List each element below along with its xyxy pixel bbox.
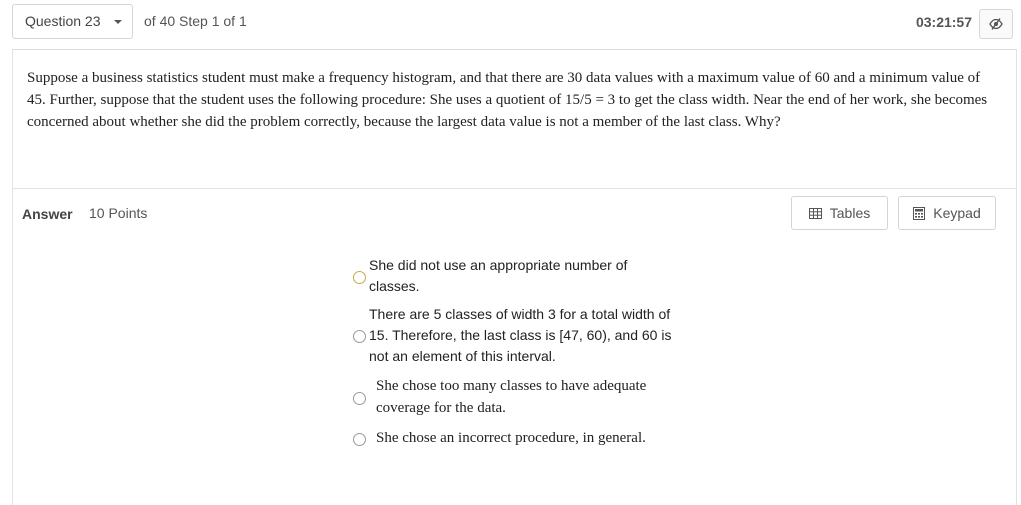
- chevron-down-icon: [114, 20, 122, 24]
- option-1-line-2: classes.: [369, 278, 420, 294]
- option-3-line-1: She chose too many classes to have adequate: [376, 378, 647, 394]
- calculator-icon: [913, 207, 925, 220]
- points-label: 10 Points: [89, 205, 148, 221]
- table-grid-icon: [809, 208, 822, 219]
- question-header: [12, 0, 1017, 50]
- eye-slash-icon: [989, 18, 1003, 30]
- option-2-line-2: 15. Therefore, the last class is [47, 60), and 60 is: [369, 327, 672, 343]
- question-text: Suppose a business statistics student must make a frequency histogram, and that there are 30 data values with a maximum value of 60 and a minimum value of 45. Further, suppose that the student uses the following procedure: She uses a quotient of 15/5 = 3 to get the class width. Near the end of her work, she becomes concerned about whether she did the problem correctly, because the largest data value is not a member of the last class. Why?: [27, 70, 988, 130]
- option-1-radio[interactable]: [353, 271, 366, 284]
- answer-option-2[interactable]: [350, 304, 695, 368]
- answer-label: Answer: [22, 206, 73, 222]
- option-4-radio[interactable]: [353, 433, 366, 446]
- timer: 03:21:57: [915, 14, 972, 30]
- question-select[interactable]: [12, 4, 133, 39]
- tables-button[interactable]: [791, 196, 888, 230]
- answer-option-1[interactable]: [350, 255, 690, 297]
- option-2-line-1: There are 5 classes of width 3 for a total width of: [369, 306, 671, 322]
- keypad-button-label: Keypad: [933, 205, 981, 221]
- hide-timer-button[interactable]: [979, 9, 1013, 39]
- option-3-line-2: coverage for the data.: [376, 400, 506, 416]
- option-1-line-1: She did not use an appropriate number of: [369, 257, 628, 273]
- option-2-radio[interactable]: [353, 330, 366, 343]
- section-divider: [12, 188, 1017, 189]
- keypad-button[interactable]: [898, 196, 996, 230]
- answer-option-4[interactable]: [350, 427, 680, 451]
- question-select-label: Question 23: [25, 13, 101, 29]
- answer-option-3[interactable]: [350, 375, 680, 419]
- option-4-line-1: She chose an incorrect procedure, in general.: [376, 430, 646, 446]
- tables-button-label: Tables: [829, 205, 871, 221]
- question-progress: of 40 Step 1 of 1: [144, 13, 247, 29]
- option-2-line-3: not an element of this interval.: [369, 348, 556, 364]
- option-3-radio[interactable]: [353, 392, 366, 405]
